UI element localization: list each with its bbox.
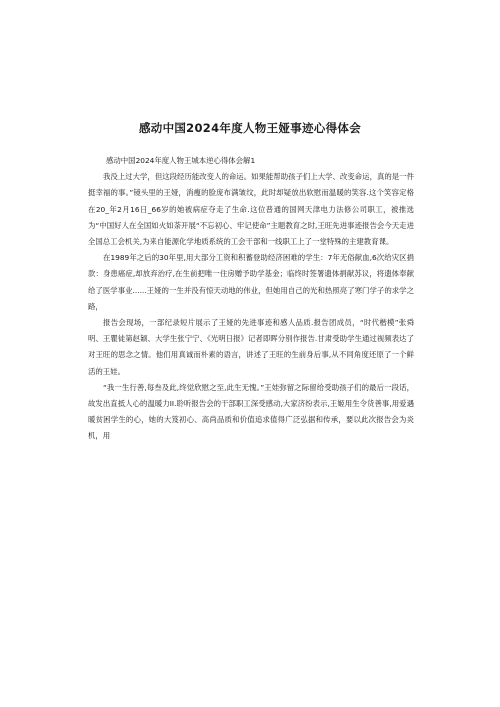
paragraph-1: 我没上过大学，但这段经历能改变人的命运。如果能帮助孩子们上大学、改变命运，真的是一件挺幸福的事。”镜头里的王娅，消瘦的脸庞布满皱纹，此时却疑放出软慰而温暖的笑容.这个笑容定格在20_年2月16日_66岁的她被病症夺走了生命.这位普通的国网天津电力法修公司职工，被推选为“中国好人在全国如火如荼开展“不忘初心、牢记使命”主题教育之时,王旺先进事迹报告会今天走进全国总工会机关,为来自能源化学地质系统的工会干部和一线职工上了一堂特殊的主建教育课。: [88, 172, 414, 247]
paragraph-4: “我一生行善,每叁及此,终觉欣慰之至,此生无愧。”王娃弥留之际留给受助孩子们的最后一段话，故发出直抵人心的温暖力II.聆听报告会的干部职工深受感动,大家济纷表示,王姬用生令货善事,用爱遇暖贫困学生的心，她的大笈初心、高尚品质和价值追求值得广泛弘据和传承，要以此次报告会为炎机，用: [88, 382, 414, 441]
document-body: [88, 153, 414, 445]
paragraph-3: 报告会现场，一部纪录短片展示了王娅的先进事迹和感人品质.报告团成员，“时代楷模”张舜明、王瞿徒第赵颖、大学生张宁宁、《光明日报》记者即晖分别作报告.甘肃受助学生通过视频表达了对王旺的思念之情。他们用真诚而朴素的语言，讲述了王旺的生前身后事,从不同角度还原了一个鲜活的王娃。: [88, 318, 414, 376]
document-title: 感动中国2024年度人物王娅事迹心得体会: [138, 121, 361, 135]
paragraph-2: 在1989年之后的30年里,用大部分工资和积蓄登助经济困难的学生：7年无俗献血,6次给灾区捐款：身患癌症,却放弃治疗,在生前把唯一住房赠予助学基金；临终时签署遗体捐献苏议，将遗体奉献给了医学事业......王娅的一生并没有惊天动地的伟业，但她用自己的光和热照亮了寒门学子的求学之路，: [88, 253, 414, 311]
document-subtitle: 感动中国2024年度人物王城本逆心得体会解1: [106, 156, 256, 165]
